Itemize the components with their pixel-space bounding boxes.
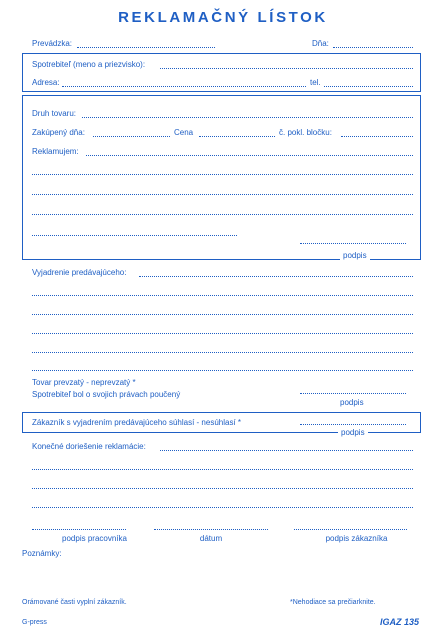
customer-final-signature-label: podpis zákazníka (325, 534, 388, 543)
store-field[interactable] (77, 47, 215, 48)
seller-statement-line-6[interactable] (32, 370, 413, 371)
resolution-line-3[interactable] (32, 488, 413, 489)
complaint-line-5[interactable] (32, 235, 237, 236)
store-label: Prevádzka: (32, 39, 73, 48)
customer-name-field[interactable] (160, 68, 413, 69)
price-field[interactable] (199, 136, 275, 137)
date-field[interactable] (333, 47, 413, 48)
seller-statement-line-3[interactable] (32, 314, 413, 315)
agreement-signature-label: podpis (338, 428, 368, 438)
receipt-label: č. pokl. bločku: (279, 128, 332, 137)
resolution-label: Konečné doriešenie reklamácie: (32, 442, 146, 451)
price-label: Cena (174, 128, 194, 137)
resolution-line-2[interactable] (32, 469, 413, 470)
seller-statement-line-5[interactable] (32, 352, 413, 353)
resolution-line-1[interactable] (160, 450, 413, 451)
agreement-signature-field[interactable] (300, 424, 406, 425)
employee-signature-label: podpis pracovníka (62, 534, 127, 543)
complaint-line-2[interactable] (32, 174, 413, 175)
resolution-date-label: dátum (199, 534, 223, 543)
resolution-line-4[interactable] (32, 507, 413, 508)
seller-signature-label: podpis (340, 398, 364, 407)
resolution-date-field[interactable] (154, 529, 268, 530)
customer-final-signature-field[interactable] (294, 529, 407, 530)
seller-statement-line-1[interactable] (139, 276, 413, 277)
customer-signature-label: podpis (340, 251, 370, 261)
framed-note: Orámované časti vyplní zákazník. (22, 599, 127, 606)
employee-signature-field[interactable] (32, 529, 126, 530)
complaint-label: Reklamujem: (32, 147, 79, 156)
complaint-line-4[interactable] (32, 214, 413, 215)
seller-statement-label: Vyjadrenie predávajúceho: (32, 268, 127, 277)
receipt-field[interactable] (341, 136, 413, 137)
complaint-line-1[interactable] (86, 155, 413, 156)
agreement-text: Zákazník s vyjadrením predávajúceho súhlasí - nesúhlasí * (32, 418, 241, 427)
customer-name-label: Spotrebiteľ (meno a priezvisko): (32, 60, 146, 69)
form-code: IGAZ 135 (380, 617, 420, 627)
notes-label: Poznámky: (22, 549, 62, 558)
seller-statement-line-2[interactable] (32, 295, 413, 296)
rights-informed-label: Spotrebiteľ bol o svojich právach poučený (32, 390, 181, 399)
form-title: REKLAMAČNÝ LÍSTOK (118, 9, 328, 26)
asterisk-note: *Nehodiace sa prečiarknite. (290, 599, 376, 606)
customer-signature-field[interactable] (300, 243, 406, 244)
phone-field[interactable] (324, 86, 413, 87)
goods-accepted-label: Tovar prevzatý - neprevzatý * (32, 378, 136, 387)
phone-label: tel. (310, 78, 321, 87)
purchase-date-label: Zakúpený dňa: (32, 128, 85, 137)
seller-statement-line-4[interactable] (32, 333, 413, 334)
seller-signature-field[interactable] (300, 393, 406, 394)
purchase-date-field[interactable] (93, 136, 170, 137)
goods-type-label: Druh tovaru: (32, 109, 77, 118)
publisher-label: G-press (22, 619, 47, 626)
address-label: Adresa: (32, 78, 60, 87)
date-label: Dňa: (312, 39, 329, 48)
address-field[interactable] (62, 86, 306, 87)
goods-type-field[interactable] (82, 117, 413, 118)
complaint-line-3[interactable] (32, 194, 413, 195)
